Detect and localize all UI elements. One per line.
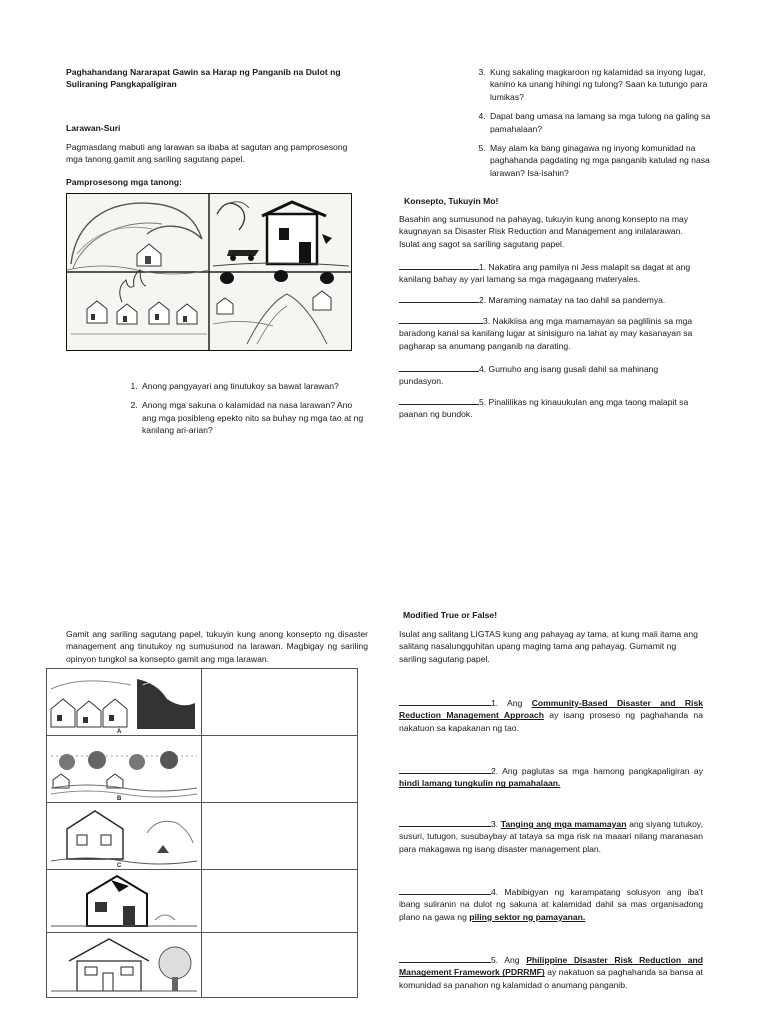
tf-item-5: 5. Ang Philippine Disaster Risk Reduction and Management Framework (PDRRMF) ay nakatuon sa paghahanda sa bansa at komunidad sa panahon ng kalamidad o anumang panganib. — [399, 955, 703, 990]
concept-item-5: 5. Pinalilikas ng kinauukulan ang mga taong malapit sa paanan ng bundok. — [399, 397, 689, 420]
picture-label-b: B — [117, 796, 122, 802]
storm-houses-picture — [47, 669, 200, 735]
picture-concept-instruction: Gamit ang sariling sagutang papel, tukuyin kung anong konsepto ng disaster management ang tinutukoy ng sumusunod na larawan. Magbigay ng sariling opinyon tungkol sa konsepto gamit ang mga larawan. — [66, 629, 368, 664]
question-3: 3. Kung sakaling magkaroon ng kalamidad sa inyong lugar, kanino ka unang hihingi ng tulong? Saan ka tutungo para lumikas? — [488, 66, 724, 103]
answer-blank[interactable] — [399, 315, 483, 324]
question-5: 5. May alam ka bang ginagawa ng inyong komunidad na paghahanda pagdating ng mga panganib katulad ng nasa larawan? Isa-isahin? — [488, 142, 724, 179]
flood-trees-picture — [47, 736, 200, 802]
house-tree-picture — [47, 933, 200, 997]
disaster-illustration — [66, 193, 352, 351]
questions-title: Pamprosesong mga tanong: — [66, 177, 183, 187]
answer-cell[interactable] — [202, 736, 358, 803]
larawan-suri-instruction: Pagmasdang mabuti ang larawan sa ibaba at sagutan ang pamprosesong mga tanong gamit ang sariling sagutang papel. — [66, 142, 348, 165]
concept-item-2: 2. Maraming namatay na tao dahil sa pandemya. — [399, 294, 703, 306]
answer-cell[interactable] — [202, 803, 358, 870]
table-row — [47, 870, 358, 933]
answer-cell[interactable] — [202, 669, 358, 736]
table-row — [47, 669, 358, 736]
damaged-house-picture — [47, 870, 200, 932]
concept-item-3: 3. Nakikiisa ang mga mamamayan sa paglilinis sa mga baradong kanal sa kanilang lugar at sinisiguro na lahat ay may kasanayan sa pagharap sa anumang panganib na darating. — [399, 316, 693, 351]
question-4: 4. Dapat bang umasa na lamang sa mga tulong na galing sa pamahalaan? — [488, 110, 724, 135]
answer-blank[interactable] — [399, 363, 479, 372]
table-row — [47, 736, 358, 803]
concept-title: Konsepto, Tukuyin Mo! — [404, 196, 499, 206]
answer-blank[interactable] — [399, 261, 479, 270]
larawan-suri-title: Larawan-Suri — [66, 123, 121, 133]
house-flood-picture — [47, 803, 200, 869]
answer-cell[interactable] — [202, 933, 358, 998]
processing-questions-list — [126, 380, 366, 444]
question-1: 1. Anong pangyayari ang tinutukoy sa bawat larawan? — [140, 380, 366, 392]
answer-blank[interactable] — [399, 294, 479, 303]
concept-instruction: Basahin ang sumusunod na pahayag, tukuyin kung anong konsepto na may kaugnayan sa Disaster Risk Reduction and Management ang inilalarawan. Isulat ang sagot sa sariling sagutang papel. — [399, 214, 689, 249]
answer-blank[interactable] — [399, 765, 491, 774]
true-false-title: Modified True or False! — [403, 610, 498, 620]
answer-blank[interactable] — [399, 396, 479, 405]
answer-blank[interactable] — [399, 886, 491, 895]
tf-item-1: 1. Ang Community-Based Disaster and Risk Reduction Management Approach ay isang proseso ng paghahanda na nakatuon sa kapakanan ng tao. — [399, 698, 703, 733]
true-false-instruction: Isulat ang salitang LIGTAS kung ang pahayag ay tama, at kung mali itama ang salitang nasalungguhitan upang maging tama ang pahayag. Gumamit ng sariling sagutang papel. — [399, 629, 698, 664]
concept-item-4: 4. Gumuho ang isang gusali dahil sa mahinang pundasyon. — [399, 364, 659, 387]
processing-questions-list-cont — [474, 66, 724, 186]
answer-blank[interactable] — [399, 697, 491, 706]
question-2: 2. Anong mga sakuna o kalamidad na nasa larawan? Ano ang mga posibleng epekto nito sa buhay ng mga tao at ng kanilang ari-arian? — [140, 399, 366, 436]
answer-cell[interactable] — [202, 870, 358, 933]
lesson-heading: Paghahandang Nararapat Gawin sa Harap ng Panganib na Dulot ng Suliraning Pangkapaligiran — [66, 67, 341, 90]
table-row — [47, 803, 358, 870]
picture-concept-table — [46, 668, 358, 998]
tf-item-4: 4. Mabibigyan ng karampatang solusyon ang iba't ibang suliranin na dulot ng sakuna at kalamidad dahil sa mas organisadong plano na gawa ng piling sektor ng pamayanan. — [399, 887, 703, 922]
tf-item-2: 2. Ang paglutas sa mga hamong pangkapaligiran ay hindi lamang tungkulin ng pamahalaan. — [399, 766, 703, 789]
disaster-panels-svg — [67, 194, 351, 350]
tf-item-3: 3. Tanging ang mga mamamayan ang siyang tutukoy, susuri, tutugon, susubaybay at tataya sa mga risk na maaari nilang maranasan para makagawa ng isang disaster management plan. — [399, 819, 703, 854]
picture-label-a: A — [117, 729, 122, 735]
picture-label-c: C — [117, 863, 122, 869]
answer-blank[interactable] — [399, 818, 491, 827]
table-row — [47, 933, 358, 998]
answer-blank[interactable] — [399, 954, 491, 963]
concept-item-1: 1. Nakatira ang pamilya ni Jess malapit sa dagat at ang kanilang bahay ay yari lamang sa mga magagaang materyales. — [399, 262, 691, 285]
